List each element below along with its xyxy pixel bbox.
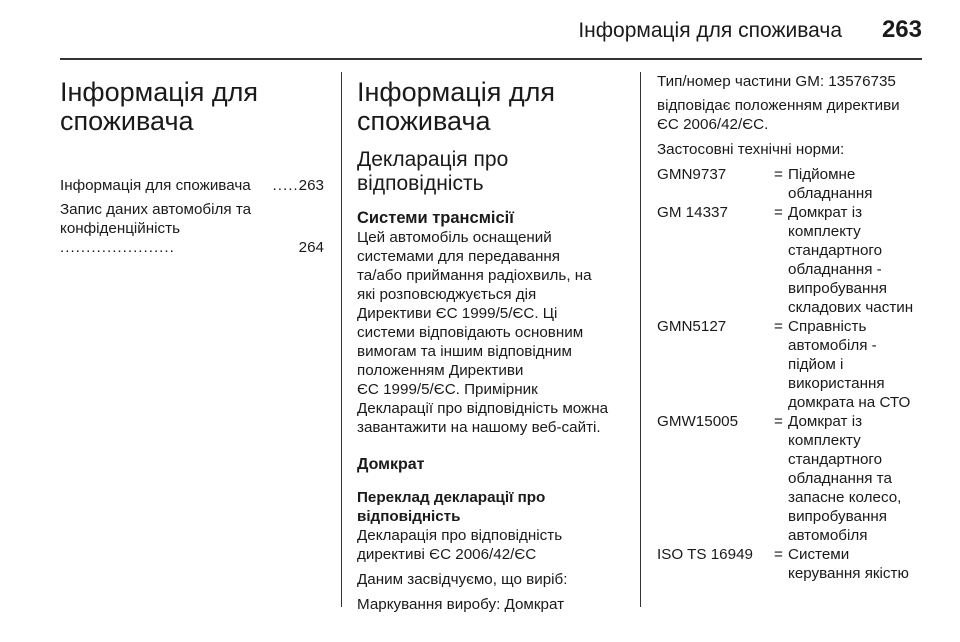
- compliance-text: відповідає положенням директиви ЄС 2006/42/ЄС.: [657, 97, 900, 133]
- norm-description: Системи керування якістю: [788, 546, 909, 582]
- norm-row: GMN5127 = Справність автомобіля - підйом і використання домкрата на СТО: [657, 317, 923, 412]
- norm-code: ISO TS 16949: [657, 546, 753, 563]
- norm-code: GMN5127: [657, 318, 727, 335]
- toc-entry[interactable]: Інформація для споживача ..... 263: [60, 177, 324, 194]
- part-number-line: Тип/номер частини GM: 13576735: [657, 73, 896, 90]
- running-header-title: Інформація для споживача: [578, 19, 842, 42]
- norm-row: GMN9737 = Підйомне обладнання: [657, 165, 923, 203]
- section-title: Інформація для споживача: [357, 77, 555, 136]
- declaration-column: [357, 72, 631, 619]
- declaration-heading: Декларація про відповідність: [357, 148, 509, 195]
- norm-code: GM 14337: [657, 204, 728, 221]
- norm-description: Підйомне обладнання: [788, 166, 873, 202]
- marking-paragraph: Маркування виробу: Домкрат: [357, 596, 565, 613]
- standards-column: [657, 72, 923, 583]
- toc-entry[interactable]: Запис даних автомобіля та конфіденційність ...................... 264: [60, 201, 324, 256]
- declaration-paragraph: Декларація про відповідність директиві ЄС 2006/42/ЄС: [357, 527, 563, 563]
- norms-label: Застосовні технічні норми:: [657, 141, 845, 158]
- table-of-contents: [60, 176, 324, 257]
- transmission-paragraph: Цей автомобіль оснащений системами для передавання та/або приймання радіохвиль, на які розповсюджується дія Директиви ЄС 1999/5/ЄС. Ці системи відповідають основним вимогам та іншим відповідним положенням Директиви ЄС 1999/5/ЄС. Примірник Декларації про відповідність можна завантажити на нашому веб-сайті.: [357, 229, 609, 436]
- certify-paragraph: Даним засвідчуємо, що виріб:: [357, 571, 568, 588]
- chapter-title: Інформація для споживача: [60, 77, 258, 136]
- header-rule: [60, 58, 922, 60]
- column-divider: [640, 72, 641, 607]
- norm-row: ISO TS 16949 = Системи керування якістю: [657, 545, 923, 583]
- norm-code: GMN9737: [657, 166, 727, 183]
- jack-heading: Домкрат: [357, 456, 425, 473]
- page-number: 263: [881, 16, 922, 43]
- transmission-systems-heading: Системи трансмісії: [357, 209, 514, 227]
- norm-description: Справність автомобіля - підйом і використання домкрата на СТО: [788, 318, 911, 411]
- norm-row: GMW15005 = Домкрат із комплекту стандартного обладнання та запасне колесо, випробування автомобіля: [657, 412, 923, 545]
- norm-description: Домкрат із комплекту стандартного обладнання та запасне колесо, випробування автомобіля: [788, 413, 902, 544]
- translation-heading: Переклад декларації про відповідність: [357, 489, 546, 525]
- column-divider: [341, 72, 342, 607]
- norm-row: GM 14337 = Домкрат із комплекту стандартного обладнання - випробування складових частин: [657, 203, 923, 317]
- norm-description: Домкрат із комплекту стандартного обладнання - випробування складових частин: [788, 204, 914, 316]
- contents-column: [60, 72, 324, 262]
- norm-code: GMW15005: [657, 413, 739, 430]
